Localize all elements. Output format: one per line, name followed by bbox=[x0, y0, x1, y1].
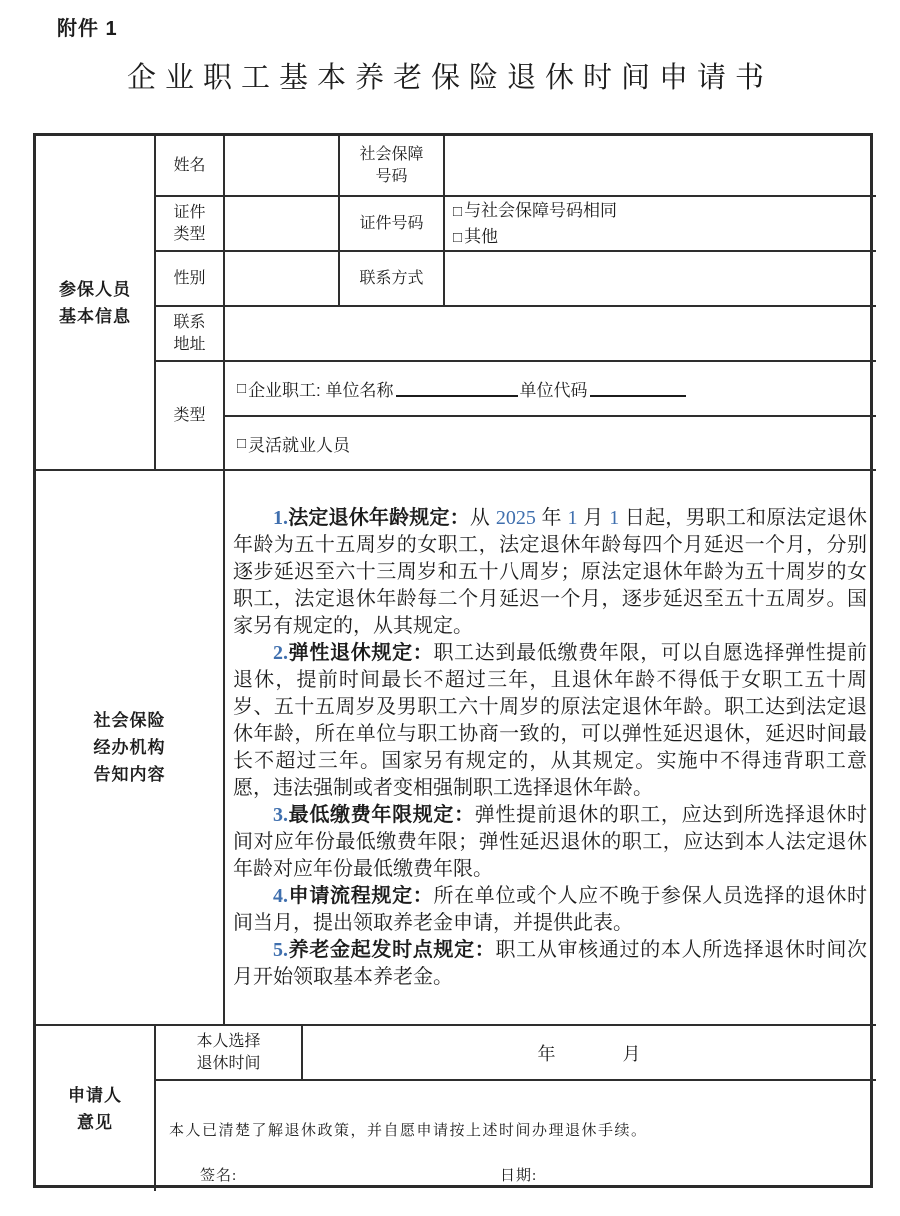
section-label-applicant-opinion bbox=[36, 1026, 156, 1191]
notice-content bbox=[225, 471, 876, 1026]
contact-input-cell[interactable] bbox=[445, 252, 876, 307]
label-text: 本人选择 bbox=[196, 1032, 261, 1050]
id-number-options bbox=[445, 197, 876, 252]
paragraph-body: 职工从审核通过的本人所选择退休时间次月开始领取基本养老金。 bbox=[233, 939, 868, 988]
paragraph-number: 3. bbox=[273, 804, 288, 826]
checkbox-icon[interactable]: □ bbox=[237, 434, 247, 452]
paragraph-title: 最低缴费年限规定： bbox=[288, 804, 475, 826]
section-label-line: 社会保险 bbox=[93, 711, 166, 730]
type-label bbox=[156, 362, 225, 471]
applicant-opinion-cell bbox=[156, 1081, 876, 1191]
option-label: 单位代码 bbox=[519, 381, 588, 400]
paragraph-body: 所在单位或个人应不晚于参保人员选择的退休时间当月，提出领取养老金申请，并提供此表。 bbox=[233, 885, 868, 934]
paragraph-body: 从 2025 年 1 月 1 日起，男职工和原法定退休年龄为五十五周岁的女职工，法定退休年龄每四个月延迟一个月，分别逐步延迟至六十三周岁和五十八周岁；原法定退休年龄为五十周岁的女职工，法定退休年龄每二个月延迟一个月，逐步延迟至五十五周岁。国家另有规定的，从其规定。 bbox=[233, 507, 867, 637]
retire-time-input-cell[interactable] bbox=[303, 1026, 876, 1081]
applicant-statement: 本人已清楚了解退休政策，并自愿申请按上述时间办理退休手续。 bbox=[169, 1123, 648, 1139]
gender-input-cell[interactable] bbox=[225, 252, 340, 307]
section-label-line: 申请人 bbox=[68, 1085, 122, 1105]
label-text: 证件号码 bbox=[359, 214, 424, 232]
section-label-line: 经办机构 bbox=[93, 738, 166, 757]
page-title: 企业职工基本养老保险退休时间申请书 bbox=[126, 62, 773, 94]
paragraph-title: 养老金起发时点规定： bbox=[288, 939, 496, 961]
date-label[interactable]: 日期: bbox=[500, 1168, 538, 1184]
paragraph-number: 4. bbox=[273, 885, 288, 907]
paragraph-title: 法定退休年龄规定： bbox=[288, 507, 470, 529]
option-label: 其他 bbox=[464, 226, 499, 246]
name-label bbox=[156, 136, 225, 197]
notice-paragraph-1 bbox=[233, 505, 867, 640]
signature-label[interactable]: 签名: bbox=[200, 1168, 238, 1184]
label-text: 类型 bbox=[173, 406, 206, 424]
application-form-table bbox=[33, 133, 873, 1188]
contact-label bbox=[340, 252, 445, 307]
section-label-line: 意见 bbox=[77, 1112, 113, 1132]
notice-paragraph-5 bbox=[233, 937, 867, 991]
paragraph-number: 5. bbox=[273, 939, 288, 961]
option-label: 企业职工: 单位名称 bbox=[248, 381, 394, 400]
section-label-line: 参保人员 bbox=[59, 279, 131, 299]
section-label-notice bbox=[36, 471, 225, 1026]
type-option-employee[interactable] bbox=[225, 362, 876, 417]
section-label-line: 告知内容 bbox=[93, 765, 166, 784]
signature-row bbox=[156, 1164, 876, 1184]
month-label: 月 bbox=[622, 1043, 642, 1064]
label-text: 姓名 bbox=[173, 156, 206, 174]
section-label-line: 基本信息 bbox=[59, 306, 131, 326]
address-input-cell[interactable] bbox=[225, 307, 876, 362]
year-label: 年 bbox=[537, 1043, 557, 1064]
ssn-label bbox=[340, 136, 445, 197]
ssn-input-cell[interactable] bbox=[445, 136, 876, 197]
retire-time-label bbox=[156, 1026, 303, 1081]
label-text: 号码 bbox=[375, 167, 408, 185]
name-input-cell[interactable] bbox=[225, 136, 340, 197]
address-label bbox=[156, 307, 225, 362]
unit-name-blank[interactable] bbox=[396, 380, 518, 397]
checkbox-option-other[interactable] bbox=[453, 224, 498, 250]
paragraph-body: 弹性提前退休的职工，应达到所选择退休时间对应年份最低缴费年限；弹性延迟退休的职工，应达到本人法定退休年龄对应年份最低缴费年限。 bbox=[233, 804, 868, 880]
checkbox-option-same-as-ssn[interactable] bbox=[453, 198, 617, 224]
label-text: 退休时间 bbox=[196, 1054, 261, 1072]
paragraph-title: 申请流程规定： bbox=[288, 885, 434, 907]
id-type-label bbox=[156, 197, 225, 252]
notice-paragraph-4 bbox=[233, 883, 867, 937]
paragraph-title: 弹性退休规定： bbox=[288, 642, 434, 664]
option-label: 与社会保障号码相同 bbox=[464, 200, 618, 220]
paragraph-number: 1. bbox=[273, 507, 288, 529]
label-text: 类型 bbox=[173, 225, 206, 243]
gender-label bbox=[156, 252, 225, 307]
type-option-flexible[interactable] bbox=[225, 417, 876, 471]
option-label: 灵活就业人员 bbox=[248, 435, 351, 455]
label-text: 联系 bbox=[173, 313, 206, 331]
notice-paragraph-3 bbox=[233, 802, 867, 883]
label-text: 性别 bbox=[173, 269, 206, 287]
label-text: 证件 bbox=[173, 203, 206, 221]
id-number-label bbox=[340, 197, 445, 252]
paragraph-number: 2. bbox=[273, 642, 288, 664]
notice-paragraph-2 bbox=[233, 640, 867, 802]
section-label-basic-info bbox=[36, 136, 156, 471]
id-type-input-cell[interactable] bbox=[225, 197, 340, 252]
checkbox-icon[interactable]: □ bbox=[453, 228, 463, 246]
attachment-label: 附件 1 bbox=[57, 18, 118, 40]
label-text: 联系方式 bbox=[359, 269, 424, 287]
label-text: 地址 bbox=[173, 335, 206, 353]
checkbox-icon[interactable]: □ bbox=[237, 380, 247, 397]
unit-code-blank[interactable] bbox=[590, 380, 686, 397]
checkbox-icon[interactable]: □ bbox=[453, 202, 463, 220]
label-text: 社会保障 bbox=[359, 145, 424, 163]
paragraph-body: 职工达到最低缴费年限，可以自愿选择弹性提前退休，提前时间最长不超过三年，且退休年龄不得低于女职工五十周岁、五十五周岁及男职工六十周岁的原法定退休年龄。职工达到法定退休年龄，所在单位与职工协商一致的，可以弹性延迟退休，延迟时间最长不超过三年。国家另有规定的，从其规定。实施中不得违背职工意愿，违法强制或者变相强制职工选择退休年龄。 bbox=[233, 642, 868, 799]
